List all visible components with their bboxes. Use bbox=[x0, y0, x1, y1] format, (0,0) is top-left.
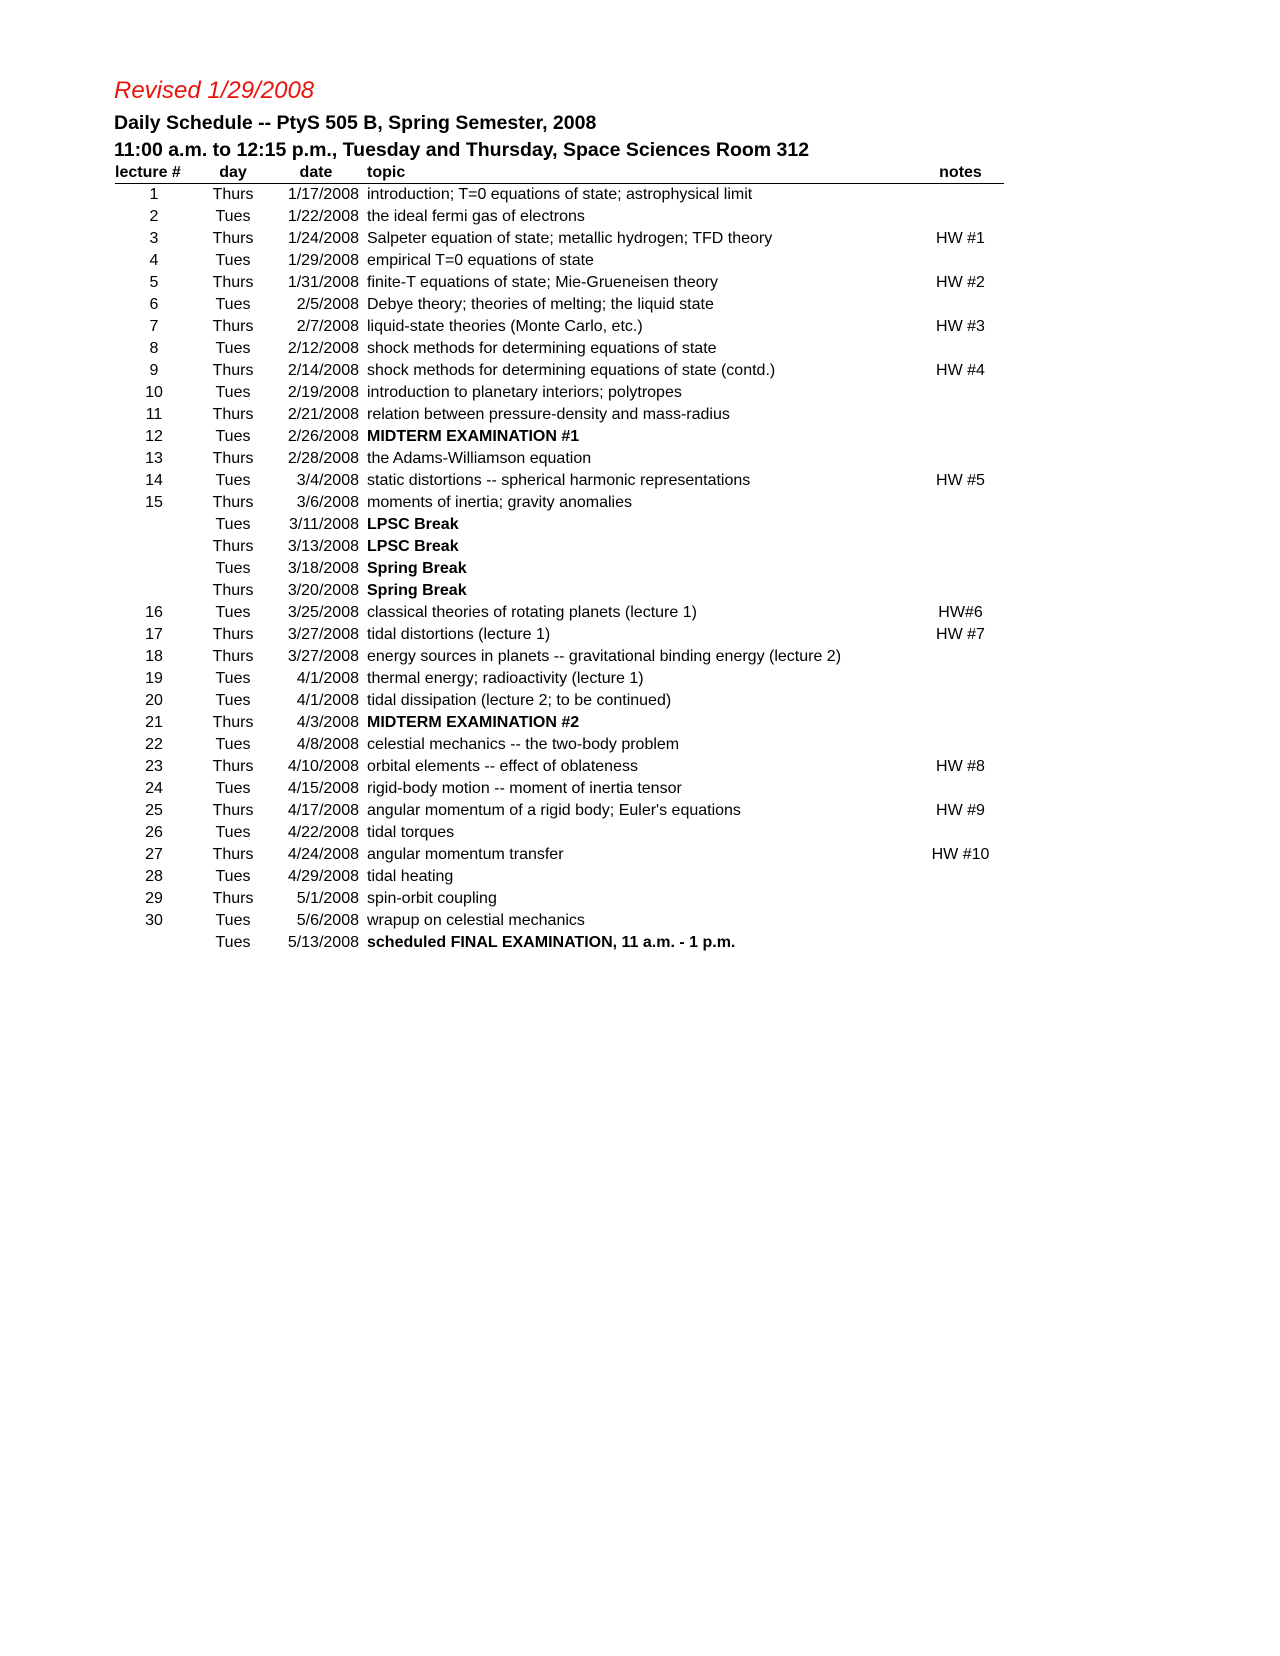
table-row bbox=[115, 492, 1004, 514]
table-row bbox=[115, 206, 1004, 228]
notes-cell: HW #1 bbox=[936, 230, 985, 247]
notes-cell: HW #2 bbox=[936, 274, 985, 291]
topic-cell: classical theories of rotating planets (lecture 1) bbox=[367, 604, 697, 621]
notes-cell bbox=[917, 184, 1004, 206]
topic-cell: energy sources in planets -- gravitational binding energy (lecture 2) bbox=[367, 648, 842, 665]
notes-cell: HW #7 bbox=[936, 626, 985, 643]
table-row bbox=[115, 668, 1004, 690]
topic-cell: scheduled FINAL EXAMINATION, 11 a.m. - 1 p.m. bbox=[367, 934, 736, 951]
lecture-num-cell: 4 bbox=[149, 252, 159, 269]
table-row bbox=[115, 448, 1004, 470]
topic-cell: MIDTERM EXAMINATION #2 bbox=[367, 714, 580, 731]
day-cell: Thurs bbox=[212, 758, 254, 775]
notes-cell bbox=[917, 536, 1004, 558]
day-cell: Thurs bbox=[212, 626, 254, 643]
topic-cell: moments of inertia; gravity anomalies bbox=[367, 494, 632, 511]
day-cell: Tues bbox=[215, 868, 251, 885]
table-row bbox=[115, 888, 1004, 910]
topic-cell: introduction to planetary interiors; polytropes bbox=[367, 384, 682, 401]
notes-cell: HW #8 bbox=[936, 758, 985, 775]
day-cell: Thurs bbox=[212, 406, 254, 423]
notes-cell: HW #5 bbox=[936, 472, 985, 489]
day-cell: Tues bbox=[215, 824, 251, 841]
date-cell: 3/4/2008 bbox=[296, 472, 359, 489]
lecture-num-cell: 26 bbox=[145, 824, 163, 841]
date-cell: 2/19/2008 bbox=[287, 384, 359, 401]
day-cell: Thurs bbox=[212, 582, 254, 599]
topic-cell: the Adams-Williamson equation bbox=[367, 450, 592, 467]
notes-cell bbox=[917, 426, 1004, 448]
table-row bbox=[115, 360, 1004, 382]
table-row bbox=[115, 514, 1004, 536]
notes-cell bbox=[917, 448, 1004, 470]
table-row bbox=[115, 800, 1004, 822]
topic-cell: angular momentum transfer bbox=[367, 846, 564, 863]
notes-cell bbox=[917, 822, 1004, 844]
day-cell: Thurs bbox=[212, 318, 254, 335]
table-row bbox=[115, 712, 1004, 734]
lecture-num-cell: 21 bbox=[145, 714, 163, 731]
lecture-num-cell bbox=[115, 580, 193, 602]
notes-cell bbox=[917, 492, 1004, 514]
header-day: day bbox=[219, 164, 247, 181]
date-cell: 3/18/2008 bbox=[287, 560, 359, 577]
date-cell: 2/5/2008 bbox=[296, 296, 359, 313]
notes-cell bbox=[917, 558, 1004, 580]
topic-cell: angular momentum of a rigid body; Euler's equations bbox=[367, 802, 741, 819]
table-row bbox=[115, 426, 1004, 448]
lecture-num-cell: 17 bbox=[145, 626, 163, 643]
day-cell: Tues bbox=[215, 296, 251, 313]
day-cell: Thurs bbox=[212, 890, 254, 907]
table-row bbox=[115, 250, 1004, 272]
date-cell: 4/3/2008 bbox=[296, 714, 359, 731]
notes-cell bbox=[917, 866, 1004, 888]
date-cell: 3/25/2008 bbox=[287, 604, 359, 621]
day-cell: Tues bbox=[215, 912, 251, 929]
notes-cell bbox=[917, 932, 1004, 954]
lecture-num-cell: 13 bbox=[145, 450, 163, 467]
table-row bbox=[115, 272, 1004, 294]
day-cell: Tues bbox=[215, 252, 251, 269]
table-row bbox=[115, 580, 1004, 602]
topic-cell: LPSC Break bbox=[367, 538, 459, 555]
table-row bbox=[115, 778, 1004, 800]
day-cell: Thurs bbox=[212, 186, 254, 203]
day-cell: Thurs bbox=[212, 362, 254, 379]
date-cell: 4/29/2008 bbox=[287, 868, 359, 885]
notes-cell bbox=[917, 382, 1004, 404]
day-cell: Thurs bbox=[212, 846, 254, 863]
table-row bbox=[115, 470, 1004, 492]
date-cell: 4/17/2008 bbox=[287, 802, 359, 819]
lecture-num-cell: 18 bbox=[145, 648, 163, 665]
day-cell: Thurs bbox=[212, 648, 254, 665]
lecture-num-cell: 15 bbox=[145, 494, 163, 511]
date-cell: 3/13/2008 bbox=[287, 538, 359, 555]
lecture-num-cell: 10 bbox=[145, 384, 163, 401]
notes-cell bbox=[917, 338, 1004, 360]
table-row bbox=[115, 228, 1004, 250]
lecture-num-cell: 5 bbox=[149, 274, 159, 291]
table-row bbox=[115, 690, 1004, 712]
table-row bbox=[115, 756, 1004, 778]
date-cell: 3/27/2008 bbox=[287, 626, 359, 643]
table-header bbox=[115, 163, 1004, 184]
topic-cell: Salpeter equation of state; metallic hydrogen; TFD theory bbox=[367, 230, 773, 247]
topic-cell: thermal energy; radioactivity (lecture 1) bbox=[367, 670, 644, 687]
table-row bbox=[115, 602, 1004, 624]
day-cell: Tues bbox=[215, 736, 251, 753]
topic-cell: Spring Break bbox=[367, 582, 467, 599]
date-cell: 2/21/2008 bbox=[287, 406, 359, 423]
date-cell: 4/1/2008 bbox=[296, 670, 359, 687]
date-cell: 2/28/2008 bbox=[287, 450, 359, 467]
table-row bbox=[115, 910, 1004, 932]
page-subtitle: 11:00 a.m. to 12:15 p.m., Tuesday and Thursday, Space Sciences Room 312 bbox=[114, 139, 810, 161]
header-notes: notes bbox=[939, 164, 982, 181]
page-title: Daily Schedule -- PtyS 505 B, Spring Semester, 2008 bbox=[114, 112, 597, 134]
lecture-num-cell bbox=[115, 536, 193, 558]
header-date: date bbox=[299, 164, 333, 181]
date-cell: 2/14/2008 bbox=[287, 362, 359, 379]
lecture-num-cell: 2 bbox=[149, 208, 159, 225]
date-cell: 1/29/2008 bbox=[287, 252, 359, 269]
topic-cell: tidal distortions (lecture 1) bbox=[367, 626, 551, 643]
table-row bbox=[115, 646, 1004, 668]
date-cell: 4/8/2008 bbox=[296, 736, 359, 753]
date-cell: 3/11/2008 bbox=[289, 516, 359, 533]
lecture-num-cell bbox=[115, 558, 193, 580]
topic-cell: Debye theory; theories of melting; the liquid state bbox=[367, 296, 714, 313]
lecture-num-cell: 28 bbox=[145, 868, 163, 885]
notes-cell bbox=[917, 910, 1004, 932]
topic-cell: static distortions -- spherical harmonic representations bbox=[367, 472, 751, 489]
lecture-num-cell: 22 bbox=[145, 736, 163, 753]
date-cell: 4/10/2008 bbox=[287, 758, 359, 775]
date-cell: 5/1/2008 bbox=[296, 890, 359, 907]
day-cell: Tues bbox=[215, 428, 251, 445]
table-row bbox=[115, 734, 1004, 756]
day-cell: Thurs bbox=[212, 802, 254, 819]
schedule-sheet bbox=[114, 76, 1014, 954]
table-row bbox=[115, 184, 1004, 206]
table-row bbox=[115, 338, 1004, 360]
lecture-num-cell: 27 bbox=[145, 846, 163, 863]
topic-cell: relation between pressure-density and mass-radius bbox=[367, 406, 730, 423]
lecture-num-cell: 25 bbox=[145, 802, 163, 819]
lecture-num-cell: 14 bbox=[145, 472, 163, 489]
table-row bbox=[115, 382, 1004, 404]
topic-cell: tidal torques bbox=[367, 824, 455, 841]
day-cell: Tues bbox=[215, 340, 251, 357]
day-cell: Tues bbox=[215, 560, 251, 577]
topic-cell: rigid-body motion -- moment of inertia tensor bbox=[367, 780, 682, 797]
topic-cell: introduction; T=0 equations of state; astrophysical limit bbox=[367, 186, 753, 203]
lecture-num-cell: 7 bbox=[149, 318, 159, 335]
notes-cell bbox=[917, 294, 1004, 316]
date-cell: 2/26/2008 bbox=[287, 428, 359, 445]
topic-cell: tidal dissipation (lecture 2; to be continued) bbox=[367, 692, 672, 709]
lecture-num-cell: 6 bbox=[149, 296, 159, 313]
topic-cell: shock methods for determining equations of state bbox=[367, 340, 717, 357]
topic-cell: MIDTERM EXAMINATION #1 bbox=[367, 428, 580, 445]
lecture-num-cell bbox=[115, 514, 193, 536]
notes-cell bbox=[917, 888, 1004, 910]
date-cell: 4/1/2008 bbox=[296, 692, 359, 709]
lecture-num-cell: 30 bbox=[145, 912, 163, 929]
day-cell: Tues bbox=[215, 604, 251, 621]
table-row bbox=[115, 932, 1004, 954]
date-cell: 3/6/2008 bbox=[296, 494, 359, 511]
topic-cell: orbital elements -- effect of oblateness bbox=[367, 758, 638, 775]
topic-cell: empirical T=0 equations of state bbox=[367, 252, 594, 269]
lecture-num-cell: 20 bbox=[145, 692, 163, 709]
topic-cell: the ideal fermi gas of electrons bbox=[367, 208, 585, 225]
lecture-num-cell: 1 bbox=[149, 186, 159, 203]
day-cell: Thurs bbox=[212, 230, 254, 247]
lecture-num-cell: 24 bbox=[145, 780, 163, 797]
notes-cell bbox=[917, 514, 1004, 536]
lecture-num-cell: 9 bbox=[149, 362, 159, 379]
header-topic: topic bbox=[367, 164, 406, 181]
schedule-table-body bbox=[114, 184, 1014, 954]
table-row bbox=[115, 536, 1004, 558]
table-row bbox=[115, 822, 1004, 844]
lecture-num-cell bbox=[115, 932, 193, 954]
topic-cell: wrapup on celestial mechanics bbox=[367, 912, 585, 929]
notes-cell: HW #10 bbox=[931, 846, 990, 863]
lecture-num-cell: 12 bbox=[145, 428, 163, 445]
date-cell: 1/22/2008 bbox=[287, 208, 359, 225]
topic-cell: celestial mechanics -- the two-body problem bbox=[367, 736, 680, 753]
day-cell: Tues bbox=[215, 692, 251, 709]
day-cell: Tues bbox=[215, 208, 251, 225]
day-cell: Tues bbox=[215, 670, 251, 687]
notes-cell bbox=[917, 734, 1004, 756]
notes-cell bbox=[917, 250, 1004, 272]
date-cell: 1/17/2008 bbox=[287, 186, 359, 203]
lecture-num-cell: 11 bbox=[145, 406, 163, 423]
date-cell: 4/24/2008 bbox=[287, 846, 359, 863]
table-row bbox=[115, 558, 1004, 580]
notes-cell bbox=[917, 690, 1004, 712]
date-cell: 3/27/2008 bbox=[287, 648, 359, 665]
day-cell: Tues bbox=[215, 384, 251, 401]
topic-cell: liquid-state theories (Monte Carlo, etc.) bbox=[367, 318, 643, 335]
table-row bbox=[115, 624, 1004, 646]
day-cell: Thurs bbox=[212, 714, 254, 731]
day-cell: Thurs bbox=[212, 494, 254, 511]
lecture-num-cell: 16 bbox=[145, 604, 163, 621]
day-cell: Thurs bbox=[212, 450, 254, 467]
header-lecture-num: lecture # bbox=[115, 164, 181, 181]
day-cell: Tues bbox=[215, 516, 251, 533]
day-cell: Tues bbox=[215, 472, 251, 489]
notes-cell: HW#6 bbox=[938, 604, 983, 621]
notes-cell bbox=[917, 580, 1004, 602]
day-cell: Thurs bbox=[212, 274, 254, 291]
lecture-num-cell: 23 bbox=[145, 758, 163, 775]
notes-cell bbox=[917, 712, 1004, 734]
date-cell: 4/15/2008 bbox=[287, 780, 359, 797]
date-cell: 4/22/2008 bbox=[287, 824, 359, 841]
lecture-num-cell: 3 bbox=[149, 230, 159, 247]
notes-cell: HW #9 bbox=[936, 802, 985, 819]
table-row bbox=[115, 316, 1004, 338]
day-cell: Tues bbox=[215, 780, 251, 797]
table-row bbox=[115, 404, 1004, 426]
notes-cell bbox=[917, 646, 1004, 668]
date-cell: 3/20/2008 bbox=[287, 582, 359, 599]
notes-cell: HW #4 bbox=[936, 362, 985, 379]
lecture-num-cell: 8 bbox=[149, 340, 159, 357]
table-row bbox=[115, 844, 1004, 866]
topic-cell: LPSC Break bbox=[367, 516, 459, 533]
table-row bbox=[115, 294, 1004, 316]
date-cell: 5/6/2008 bbox=[296, 912, 359, 929]
topic-cell: finite-T equations of state; Mie-Grueneisen theory bbox=[367, 274, 718, 291]
topic-cell: Spring Break bbox=[367, 560, 467, 577]
day-cell: Tues bbox=[215, 934, 251, 951]
notes-cell bbox=[917, 778, 1004, 800]
date-cell: 1/31/2008 bbox=[287, 274, 359, 291]
topic-cell: spin-orbit coupling bbox=[367, 890, 497, 907]
notes-cell bbox=[917, 404, 1004, 426]
lecture-num-cell: 29 bbox=[145, 890, 163, 907]
table-row bbox=[115, 866, 1004, 888]
topic-cell: shock methods for determining equations of state (contd.) bbox=[367, 362, 776, 379]
day-cell: Thurs bbox=[212, 538, 254, 555]
date-cell: 2/7/2008 bbox=[296, 318, 359, 335]
date-cell: 2/12/2008 bbox=[287, 340, 359, 357]
lecture-num-cell: 19 bbox=[145, 670, 163, 687]
topic-cell: tidal heating bbox=[367, 868, 454, 885]
notes-cell: HW #3 bbox=[936, 318, 985, 335]
date-cell: 5/13/2008 bbox=[287, 934, 359, 951]
date-cell: 1/24/2008 bbox=[287, 230, 359, 247]
revised-date: Revised 1/29/2008 bbox=[114, 77, 315, 104]
notes-cell bbox=[917, 206, 1004, 228]
notes-cell bbox=[917, 668, 1004, 690]
